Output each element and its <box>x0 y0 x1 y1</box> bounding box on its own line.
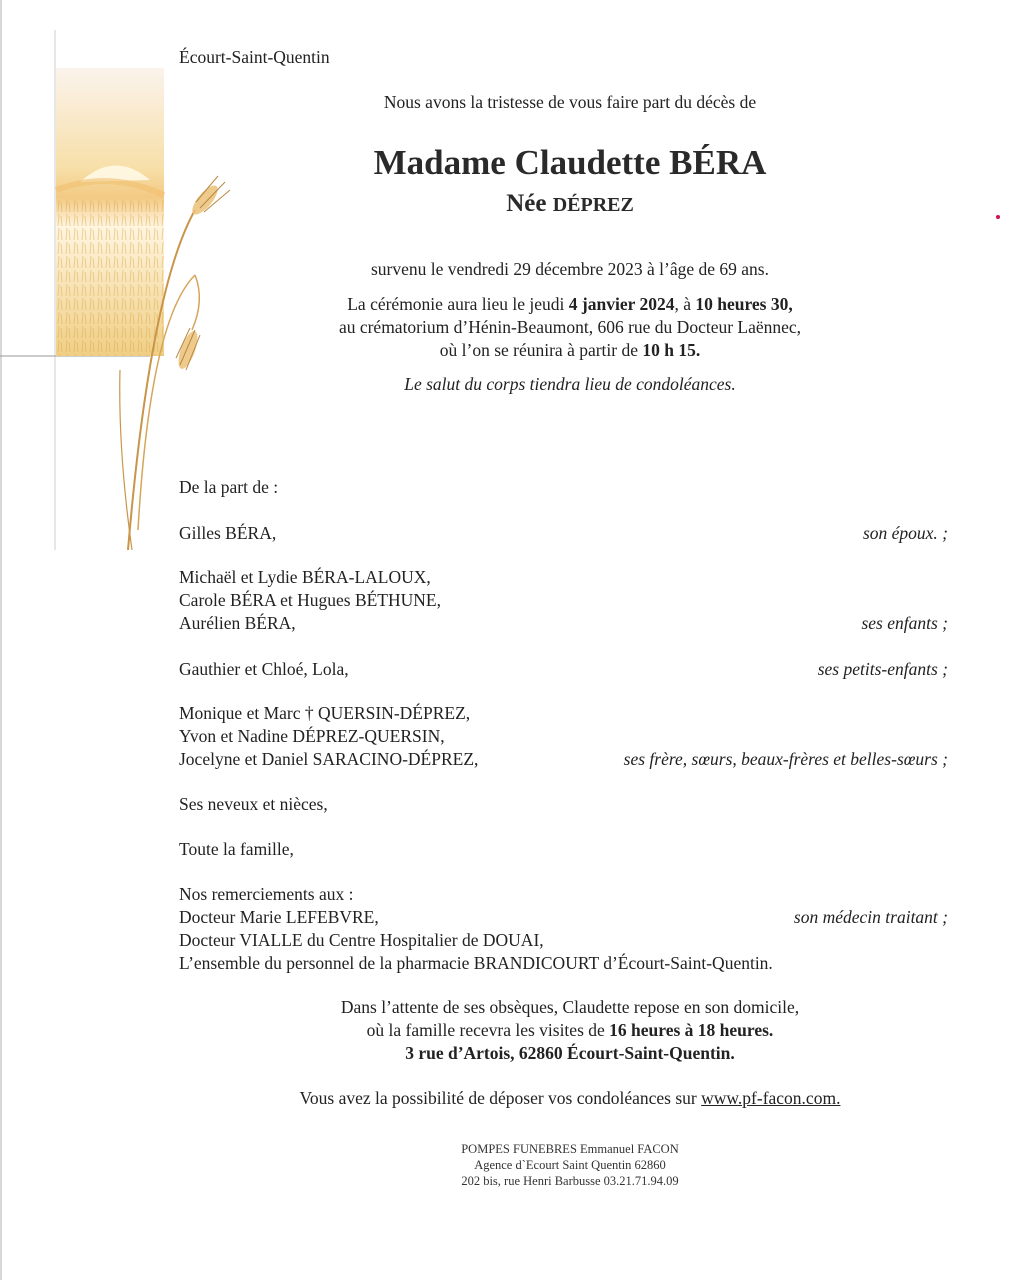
birth-surname: DÉPREZ <box>552 194 634 216</box>
family-name-line: Carole BÉRA et Hugues BÉTHUNE, <box>179 590 441 610</box>
birth-prefix: Née <box>506 190 547 217</box>
family-relation: ses frère, sœurs, beaux-frères et belles-sœurs ; <box>623 749 948 769</box>
family-name-line: Michaël et Lydie BÉRA-LALOUX, <box>179 567 431 587</box>
visitation-text: où la famille recevra les visites de <box>366 1020 610 1040</box>
funeral-home-address: 202 bis, rue Henri Barbusse 03.21.71.94.09 <box>461 1174 679 1188</box>
thanks-relation: son médecin traitant ; <box>793 907 948 927</box>
website-link[interactable]: www.pf-facon.com. <box>701 1088 841 1108</box>
birth-name <box>55 189 1030 220</box>
death-date-line: survenu le vendredi 29 décembre 2023 à l’âge de 69 ans. <box>371 259 769 279</box>
online-condolences <box>55 1087 1030 1109</box>
family-relation: son époux. ; <box>862 523 948 543</box>
ceremony-line-3 <box>55 339 1030 361</box>
family-name-line: Gilles BÉRA, <box>179 523 277 543</box>
family-relation: ses petits-enfants ; <box>817 659 948 679</box>
ceremony-text: , à <box>674 294 696 314</box>
intro-text: Nous avons la tristesse de vous faire part du décès de <box>383 92 757 112</box>
thanks-line: L’ensemble du personnel de la pharmacie BRANDICOURT d’Écourt-Saint-Quentin. <box>179 953 773 973</box>
thanks-line: Docteur VIALLE du Centre Hospitalier de DOUAI, <box>179 930 544 950</box>
ceremony-date: 4 janvier 2024 <box>568 294 675 314</box>
family-name-line: Ses neveux et nièces, <box>179 794 328 814</box>
ceremony-line-2: au crématorium d’Hénin-Beaumont, 606 rue du Docteur Laënnec, <box>338 317 802 337</box>
location-heading: Écourt-Saint-Quentin <box>179 47 330 67</box>
family-name-line: Jocelyne et Daniel SARACINO-DÉPREZ, <box>179 749 479 769</box>
funeral-home-name: POMPES FUNEBRES Emmanuel FACON <box>461 1142 679 1156</box>
ceremony-text: où l’on se réunira à partir de <box>439 340 643 360</box>
family-name-line: Gauthier et Chloé, Lola, <box>179 659 349 679</box>
deceased-name: Madame Claudette BÉRA <box>373 143 767 182</box>
family-name-line: Aurélien BÉRA, <box>179 613 296 633</box>
online-text: Vous avez la possibilité de déposer vos condoléances sur <box>299 1088 702 1108</box>
family-name-line: Monique et Marc † QUERSIN-DÉPREZ, <box>179 703 471 723</box>
ceremony-line-1 <box>55 293 1030 315</box>
family-name-line: Yvon et Nadine DÉPREZ-QUERSIN, <box>179 726 445 746</box>
family-intro: De la part de : <box>179 477 279 497</box>
thanks-intro: Nos remerciements aux : <box>179 884 354 904</box>
visitation-address <box>55 1042 1030 1064</box>
family-name-line: Toute la famille, <box>179 839 294 859</box>
ceremony-text: La cérémonie aura lieu le jeudi <box>347 294 569 314</box>
funeral-home-agency: Agence d`Ecourt Saint Quentin 62860 <box>474 1158 666 1172</box>
visitation-line-2 <box>55 1019 1030 1041</box>
condolence-note: Le salut du corps tiendra lieu de condoléances. <box>404 374 736 394</box>
thanks-line: Docteur Marie LEFEBVRE, <box>179 907 379 927</box>
gather-time: 10 h 15. <box>642 340 701 360</box>
home-address: 3 rue d’Artois, 62860 Écourt-Saint-Quentin. <box>405 1043 735 1063</box>
visitation-hours: 16 heures à 18 heures. <box>609 1020 774 1040</box>
family-relation: ses enfants ; <box>861 613 948 633</box>
visitation-line-1: Dans l’attente de ses obsèques, Claudette repose en son domicile, <box>340 997 800 1017</box>
ceremony-time: 10 heures 30, <box>695 294 793 314</box>
